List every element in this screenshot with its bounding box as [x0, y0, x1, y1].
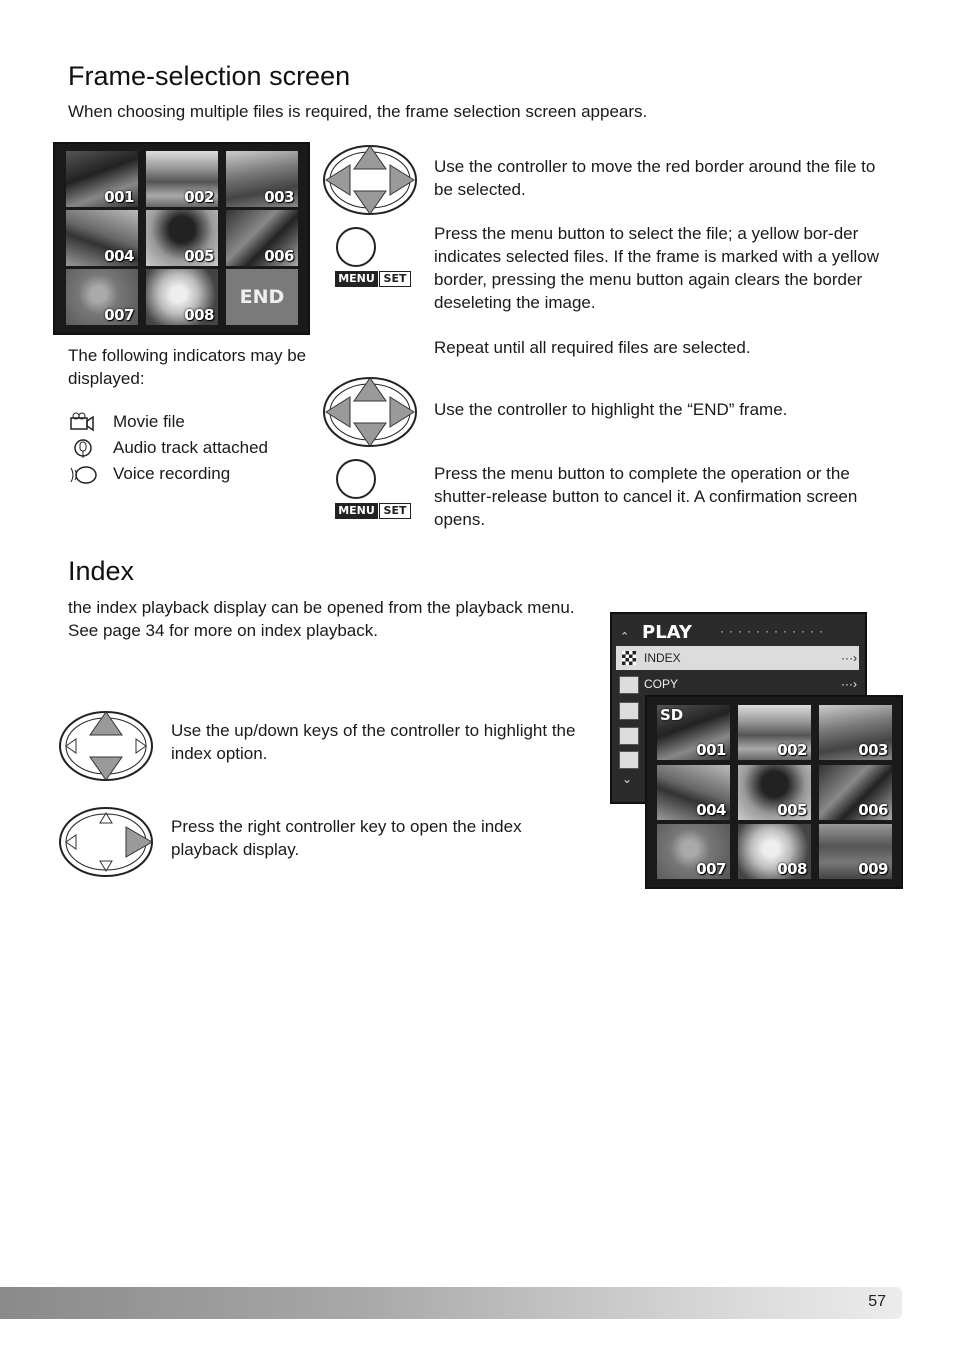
- thumbnail: [226, 151, 298, 207]
- menu-item-label: INDEX: [644, 651, 681, 665]
- step-complete: Press the menu button to complete the operation or the shutter-release button to cancel it. A confirmation screen opens.: [434, 464, 858, 529]
- thumbnail-number: 007: [104, 306, 134, 324]
- menu-item-index[interactable]: [616, 646, 859, 670]
- thumbnail-number: 006: [264, 247, 294, 265]
- menu-button-icon: [336, 227, 376, 267]
- menu-label: MENU: [335, 271, 378, 287]
- thumbnail-number: 004: [696, 801, 726, 819]
- thumbnail-number: 005: [184, 247, 214, 265]
- chevron-right-icon: ···›: [841, 651, 857, 665]
- thumbnail: [738, 705, 811, 760]
- thumbnail-number: 001: [104, 188, 134, 206]
- set-label: SET: [379, 271, 411, 287]
- set-label: SET: [379, 503, 411, 519]
- edit-icon: [619, 727, 639, 745]
- step-highlight-end: Use the controller to highlight the “END” frame.: [434, 400, 788, 419]
- thumbnail: [146, 269, 218, 325]
- thumbnail-number: 009: [858, 860, 888, 878]
- thumbnail-number: 003: [264, 188, 294, 206]
- title-dots: ············: [720, 624, 828, 638]
- rotate-icon: [619, 751, 639, 769]
- section-title-frame-selection: Frame-selection screen: [68, 61, 351, 91]
- page-number: 57: [868, 1293, 886, 1310]
- thumbnail-number: 004: [104, 247, 134, 265]
- thumbnail: [738, 765, 811, 820]
- menu-item-label: COPY: [644, 677, 679, 691]
- frame-selection-screen: [53, 142, 310, 335]
- thumbnail-number: 006: [858, 801, 888, 819]
- step-select-file: Press the menu button to select the file; a yellow bor-der indicates selected files. If the frame is marked with a yellow border, pressing the menu button again clears the border deseleting the image.: [434, 224, 880, 312]
- thumbnail: [66, 151, 138, 207]
- indicator-label: Audio track attached: [113, 438, 268, 457]
- delete-icon: [619, 702, 639, 720]
- thumbnail-number: 002: [184, 188, 214, 206]
- index-step-open: Press the right controller key to open the index playback display.: [171, 817, 522, 859]
- play-menu-title: PLAY: [642, 622, 692, 643]
- thumbnail: [657, 765, 730, 820]
- index-playback-screen: [645, 695, 903, 889]
- movie-icon: [68, 412, 96, 434]
- thumbnail-number: 007: [696, 860, 726, 878]
- menu-label: MENU: [335, 503, 378, 519]
- thumbnail-number: 003: [858, 741, 888, 759]
- indicator-label: Voice recording: [113, 464, 231, 483]
- thumbnail: [738, 824, 811, 879]
- menu-set-label: [335, 503, 411, 519]
- controller-icon: [322, 375, 418, 449]
- audio-icon: [71, 438, 95, 460]
- thumbnail: [66, 210, 138, 266]
- scroll-up-icon: ⌃: [620, 631, 630, 643]
- menu-item-copy[interactable]: [616, 672, 859, 696]
- controller-right-icon: [58, 805, 154, 879]
- controller-updown-icon: [58, 709, 154, 783]
- step-move-border: Use the controller to move the red border around the file to be selected.: [434, 157, 876, 199]
- step-repeat: Repeat until all required files are selected.: [434, 338, 751, 357]
- thumbnail: [66, 269, 138, 325]
- thumbnail-number: 008: [777, 860, 807, 878]
- thumbnail: [146, 210, 218, 266]
- menu-set-label: [335, 271, 411, 287]
- index-intro: the index playback display can be opened from the playback menu. See page 34 for more on index playback.: [68, 598, 575, 640]
- thumbnail: [819, 824, 892, 879]
- thumbnail: [146, 151, 218, 207]
- copy-icon: [619, 676, 639, 694]
- thumbnail-number: 005: [777, 801, 807, 819]
- indicators-intro: The following indicators may be displayed:: [68, 346, 307, 388]
- thumbnail: [657, 824, 730, 879]
- chevron-right-icon: ···›: [841, 677, 857, 691]
- indicator-list: [68, 412, 308, 492]
- controller-icon: [322, 143, 418, 217]
- thumbnail: [657, 705, 730, 760]
- thumbnail: [819, 705, 892, 760]
- thumbnail-number: 001: [696, 741, 726, 759]
- voice-icon: [68, 464, 98, 486]
- index-step-highlight: Use the up/down keys of the controller to highlight the index option.: [171, 721, 576, 763]
- menu-button-icon: [336, 459, 376, 499]
- thumbnail-number: 008: [184, 306, 214, 324]
- thumbnail: [819, 765, 892, 820]
- thumbnail: [226, 210, 298, 266]
- end-frame[interactable]: END: [226, 269, 298, 325]
- indicator-label: Movie file: [113, 412, 185, 431]
- thumbnail-number: 002: [777, 741, 807, 759]
- sd-card-badge: SD: [660, 706, 684, 724]
- section-title-index: Index: [68, 556, 135, 586]
- index-icon: [622, 651, 636, 665]
- frame-selection-intro: When choosing multiple files is required, the frame selection screen appears.: [68, 102, 648, 121]
- footer-bar: [0, 1287, 902, 1319]
- scroll-down-icon: ⌄: [622, 772, 633, 786]
